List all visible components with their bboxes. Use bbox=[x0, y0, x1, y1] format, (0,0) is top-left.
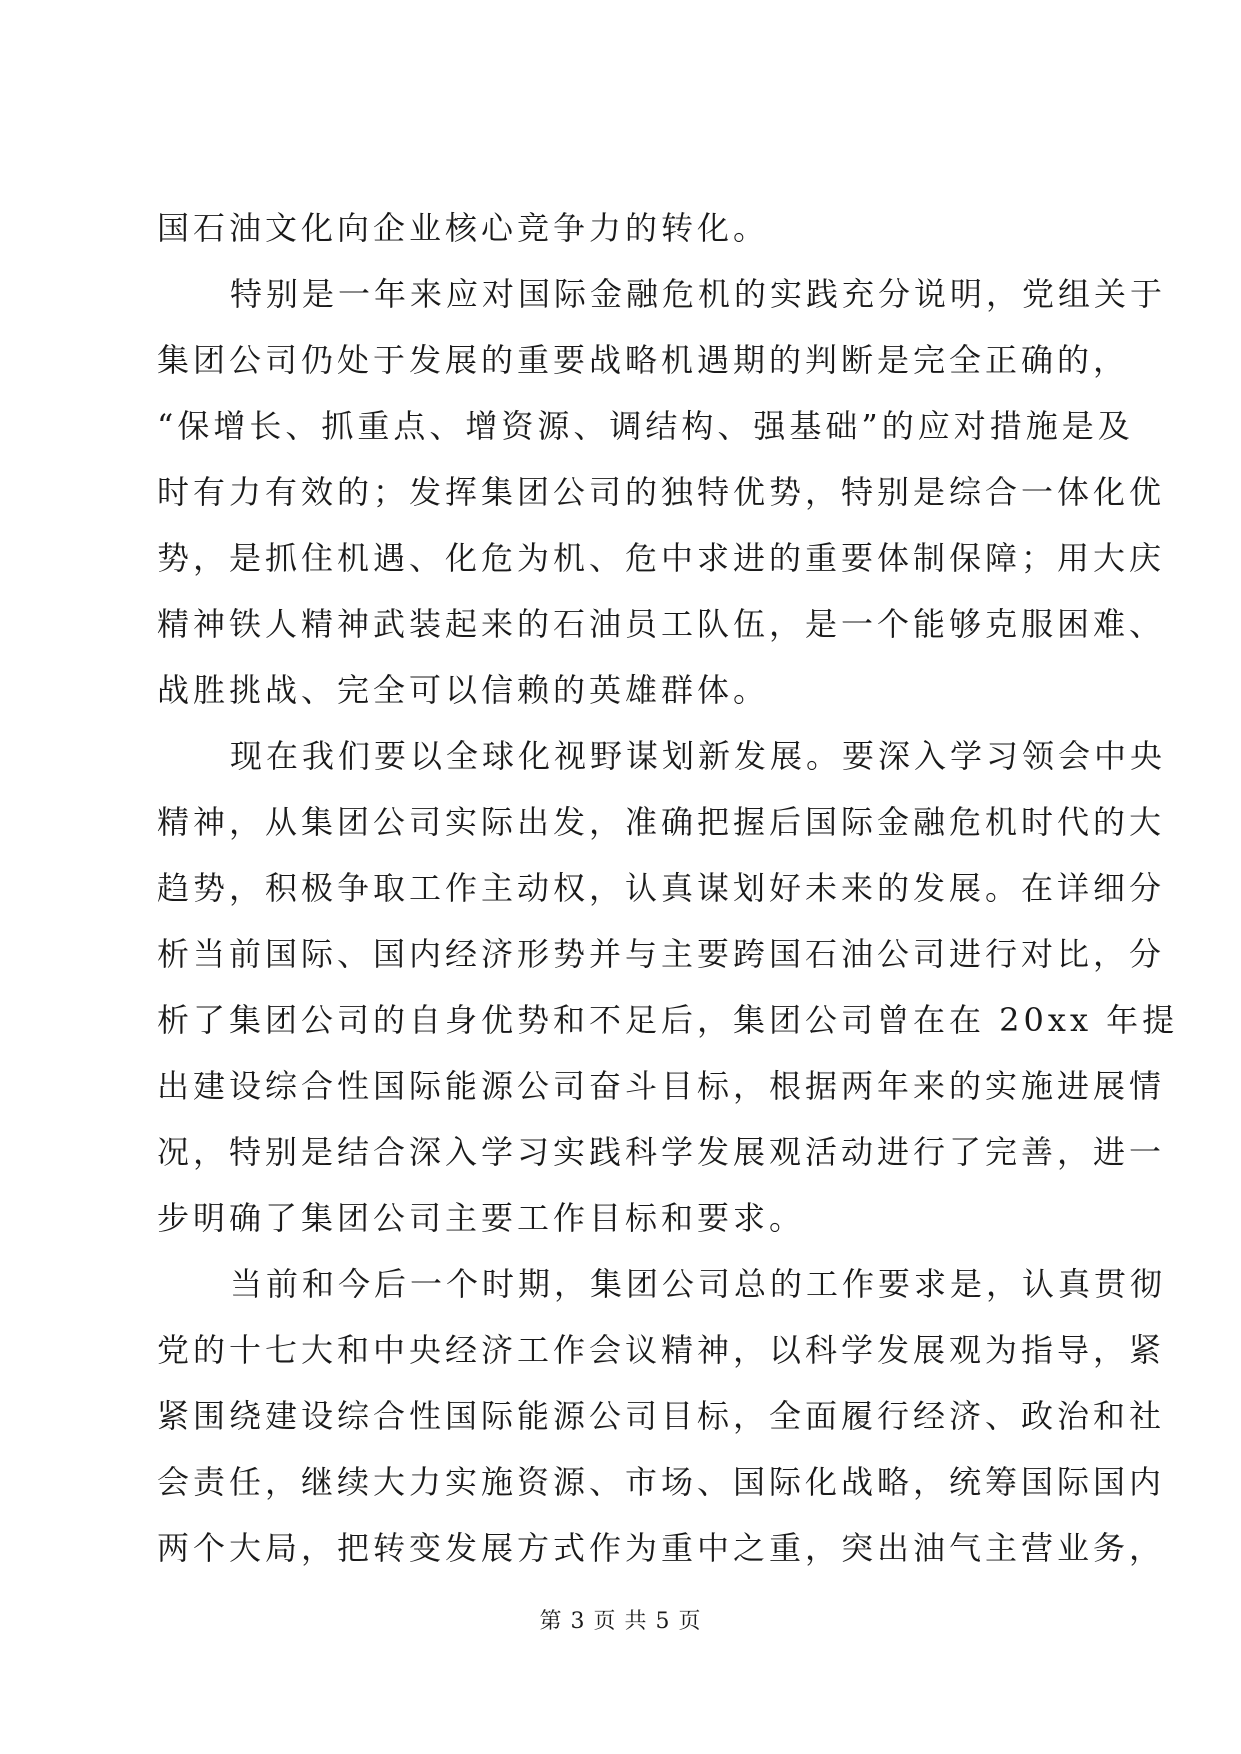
paragraph-line: 集团公司仍处于发展的重要战略机遇期的判断是完全正确的， bbox=[157, 341, 1130, 379]
paragraph-line: 紧围绕建设综合性国际能源公司目标，全面履行经济、政治和社 bbox=[157, 1397, 1166, 1435]
paragraph-line: 现在我们要以全球化视野谋划新发展。要深入学习领会中央 bbox=[230, 737, 1167, 775]
paragraph-line: 趋势，积极争取工作主动权，认真谋划好未来的发展。在详细分 bbox=[157, 869, 1166, 907]
paragraph-line: 国石油文化向企业核心竞争力的转化。 bbox=[157, 209, 770, 247]
paragraph-line: 析当前国际、国内经济形势并与主要跨国石油公司进行对比，分 bbox=[157, 935, 1166, 973]
paragraph-line: 党的十七大和中央经济工作会议精神，以科学发展观为指导，紧 bbox=[157, 1331, 1166, 1369]
paragraph-line: 况，特别是结合深入学习实践科学发展观活动进行了完善，进一 bbox=[157, 1133, 1166, 1171]
paragraph-line: 精神铁人精神武装起来的石油员工队伍，是一个能够克服困难、 bbox=[157, 605, 1166, 643]
paragraph-line: 战胜挑战、完全可以信赖的英雄群体。 bbox=[157, 671, 770, 709]
paragraph-line: 精神，从集团公司实际出发，准确把握后国际金融危机时代的大 bbox=[157, 803, 1166, 841]
paragraph-line: 出建设综合性国际能源公司奋斗目标，根据两年来的实施进展情 bbox=[157, 1067, 1166, 1105]
paragraph-line: 特别是一年来应对国际金融危机的实践充分说明，党组关于 bbox=[230, 275, 1167, 313]
paragraph-line: 析了集团公司的自身优势和不足后，集团公司曾在在 20xx 年提 bbox=[157, 1001, 1179, 1039]
paragraph-line: 两个大局，把转变发展方式作为重中之重，突出油气主营业务， bbox=[157, 1529, 1166, 1567]
page-number-footer: 第 3 页 共 5 页 bbox=[539, 1609, 702, 1634]
paragraph-line: 步明确了集团公司主要工作目标和要求。 bbox=[157, 1199, 806, 1237]
paragraph-line: 会责任，继续大力实施资源、市场、国际化战略，统筹国际国内 bbox=[157, 1463, 1166, 1501]
paragraph-line: 势，是抓住机遇、化危为机、危中求进的重要体制保障；用大庆 bbox=[157, 539, 1166, 577]
paragraph-line: 时有力有效的；发挥集团公司的独特优势，特别是综合一体化优 bbox=[157, 473, 1166, 511]
paragraph-line: 当前和今后一个时期，集团公司总的工作要求是，认真贯彻 bbox=[230, 1265, 1167, 1303]
paragraph-line: “保增长、抓重点、增资源、调结构、强基础”的应对措施是及 bbox=[157, 407, 1134, 445]
